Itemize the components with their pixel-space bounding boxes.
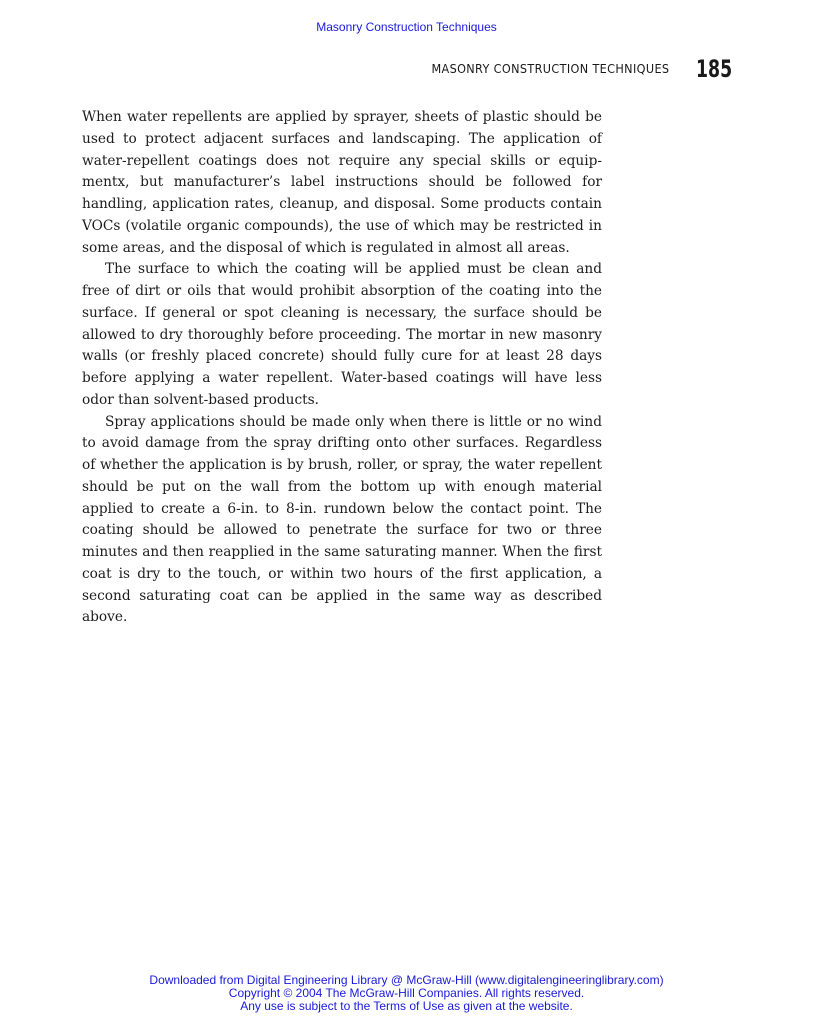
- footer-terms-link[interactable]: Any use is subject to the Terms of Use as given at the website.: [240, 999, 573, 1013]
- footer-download-link[interactable]: Downloaded from Digital Engineering Library @ McGraw-Hill (www.digitalengineeringlibrary.com): [149, 973, 664, 987]
- paragraph-3: Spray applications should be made only when there is little or no wind to avoid damage from the spray drifting onto other surfaces. Regardless of whether the application is by brush, roller, or spray, the water repellent should be put on the wall from the bottom up with enough material applied to create a 6-in. to 8-in. rundown below the contact point. The coating should be allowed to penetrate the surface for two or three minutes and then reapplied in the same saturating manner. When the first coat is dry to the touch, or within two hours of the first application, a second saturating coat can be applied in the same way as described above.: [82, 413, 602, 626]
- paragraph-1: When water repellents are applied by sprayer, sheets of plastic should be used to protect adjacent surfaces and landscaping. The application of water-repellent coatings does not require any special skills or equipmentx, but manufacturer’s label instructions should be followed for handling, application rates, cleanup, and disposal. Some products contain VOCs (volatile organic compounds), the use of which may be restricted in some areas, and the disposal of which is regulated in almost all areas.: [82, 109, 602, 256]
- page-number: 185: [695, 55, 732, 83]
- body-text: [82, 107, 602, 629]
- paragraph-2: The surface to which the coating will be applied must be clean and free of dirt or oils that would prohibit absorption of the coating into the surface. If general or spot cleaning is necessary, the surface should be allowed to dry thoroughly before proceeding. The mortar in new masonry walls (or freshly placed concrete) should fully cure for at least 28 days before applying a water repellent. Water-based coatings will have less odor than solvent-based products.: [82, 261, 602, 408]
- book-title-link[interactable]: Masonry Construction Techniques: [316, 20, 497, 34]
- footer-notice: [0, 974, 813, 1013]
- running-title: MASONRY CONSTRUCTION TECHNIQUES: [431, 61, 670, 76]
- footer-copyright: Copyright © 2004 The McGraw-Hill Companies. All rights reserved.: [228, 986, 585, 1000]
- running-head: [300, 53, 732, 83]
